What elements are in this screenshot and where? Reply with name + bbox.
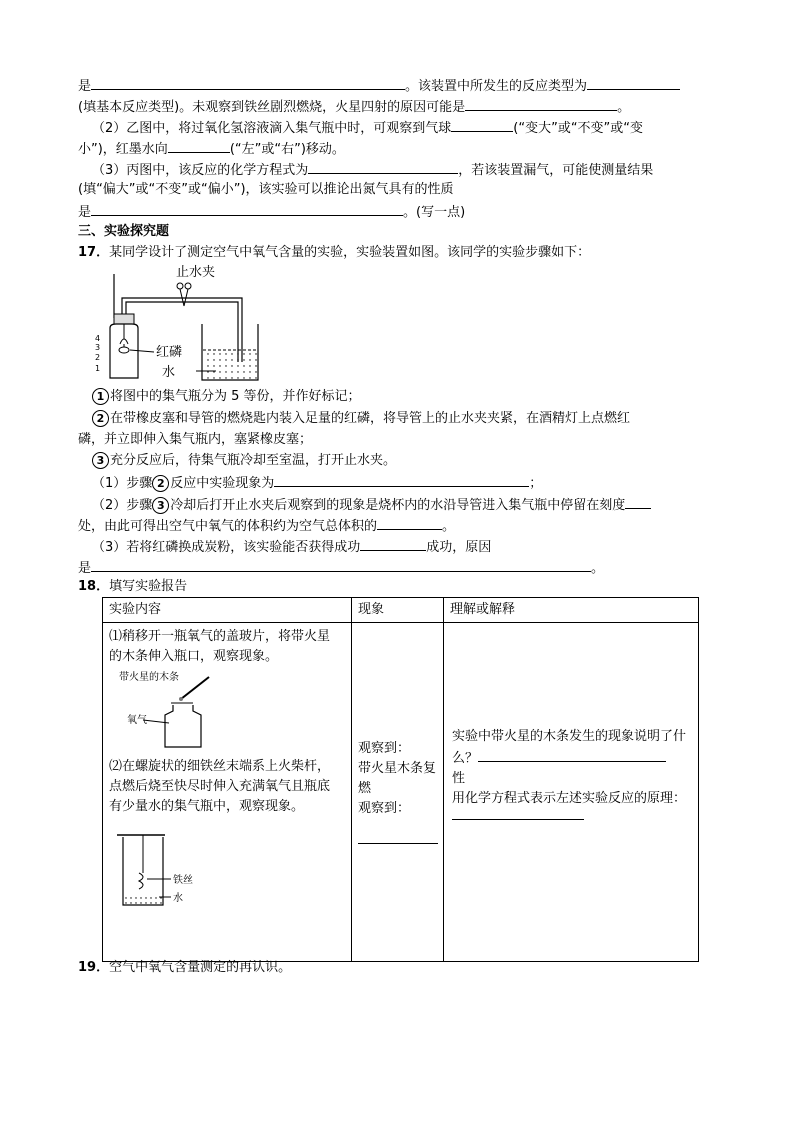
text: 是 (78, 79, 92, 94)
q17-step-1 (92, 387, 361, 407)
text: 空气中氧气含量测定的再认识。 (109, 960, 292, 975)
text: ； (529, 476, 543, 491)
text: 实验中带火星的木条发生的现象说明了什么？ (452, 729, 687, 766)
text: 是 (78, 561, 92, 576)
step-number: 2 (152, 475, 169, 492)
answer-blank[interactable] (168, 138, 230, 153)
fig-label: 氧气 (127, 715, 147, 726)
fig-label: 水 (173, 893, 183, 904)
scale-mark: 4 (95, 334, 101, 343)
q17-sub-1 (92, 472, 542, 494)
text: 。 (442, 519, 456, 534)
answer-blank[interactable] (452, 809, 584, 820)
explanation-cell (444, 623, 699, 962)
text: 填写实验报告 (109, 579, 188, 594)
text: 是 (78, 205, 92, 220)
text: 小”)，红墨水向 (78, 142, 168, 157)
section-title: 三、实验探究题 (78, 224, 170, 239)
answer-blank[interactable] (91, 557, 591, 572)
q16-line-4 (78, 138, 345, 160)
answer-blank[interactable] (91, 201, 403, 216)
fig-label: 带火星的木条 (119, 672, 179, 683)
answer-blank[interactable] (358, 825, 438, 844)
q17-step-2 (92, 409, 630, 429)
text: 性 (452, 771, 466, 786)
water-label: 水 (162, 365, 176, 380)
text: 成功，原因 (426, 540, 492, 555)
phosphorus-label: 红磷 (156, 345, 183, 360)
text: 冷却后打开止水夹后观察到的现象是烧杯内的水沿导管进入集气瓶中停留在刻度 (170, 498, 626, 513)
q17-sub-2 (92, 494, 651, 516)
q16-line-5 (92, 159, 653, 181)
text: 某同学设计了测定空气中氧气含量的实验，实验装置如图。该同学的实验步骤如下： (109, 245, 591, 260)
answer-blank[interactable] (91, 75, 405, 90)
text: (填基本反应类型)。未观察到铁丝剧烈燃烧，火星四射的原因可能是 (78, 100, 466, 115)
q16-line-7 (78, 201, 465, 223)
figure-iron-wire (109, 831, 229, 909)
table-header-row (103, 598, 699, 623)
text: （1）步骤 (92, 476, 153, 491)
q17-sub-3-cont (78, 557, 604, 579)
content-cell (103, 623, 352, 962)
q17-step-2-cont: 磷，并立即伸入集气瓶内，塞紧橡皮塞； (78, 432, 313, 447)
header-cell: 理解或解释 (444, 598, 699, 623)
header-cell: 实验内容 (103, 598, 352, 623)
text: ，若该装置漏气，可能使测量结果 (458, 163, 654, 178)
header-cell: 现象 (352, 598, 444, 623)
text: 反应中实验现象为 (170, 476, 275, 491)
content-2: ⑵在螺旋状的细铁丝末端系上火柴杆，点燃后烧至快尽时伸入充满氧气且瓶底有少量水的集气瓶中，观察现象。 (109, 759, 331, 814)
figure-glowing-splint (109, 669, 229, 751)
text: 观察到： (358, 741, 411, 756)
text: 用化学方程式表示左述实验反应的原理： (452, 791, 687, 806)
answer-blank[interactable] (274, 472, 529, 487)
text: （3）丙图中，该反应的化学方程式为 (92, 163, 309, 178)
scale-mark: 1 (95, 364, 101, 373)
answer-blank[interactable] (360, 536, 426, 551)
text: （3）若将红磷换成炭粉，该实验能否获得成功 (92, 540, 361, 555)
scale-mark: 2 (95, 353, 101, 362)
step-number: 2 (92, 410, 109, 427)
scale-mark: 3 (95, 343, 101, 352)
text: (“左”或“右”)移动。 (229, 142, 345, 157)
answer-blank[interactable] (377, 515, 442, 530)
question-number: 17． (78, 245, 110, 260)
text: 。 (591, 561, 605, 576)
answer-blank[interactable] (587, 75, 680, 90)
text: (填“偏大”或“不变”或“偏小”)，该实验可以推论出氮气具有的性质 (78, 182, 454, 197)
q16-line-1 (78, 75, 680, 97)
content-1: ⑴稍移开一瓶氧气的盖玻片，将带火星的木条伸入瓶口，观察现象。 (109, 629, 331, 664)
answer-blank[interactable] (451, 117, 513, 132)
text: 带火星木条复燃 (358, 761, 437, 796)
text: 处，由此可得出空气中氧气的体积约为空气总体积的 (78, 519, 378, 534)
table-row (103, 623, 699, 962)
q19 (78, 958, 291, 978)
text: （2）乙图中，将过氧化氢溶液滴入集气瓶中时，可观察到气球 (92, 121, 452, 136)
text: 在带橡皮塞和导管的燃烧匙内装入足量的红磷，将导管上的止水夹夹紧，在酒精灯上点燃红 (110, 411, 631, 426)
clamp-label: 止水夹 (176, 265, 216, 280)
step-number: 1 (92, 388, 109, 405)
step-number: 3 (152, 497, 169, 514)
text: 将图中的集气瓶分为 5 等份，并作好标记； (110, 389, 361, 404)
report-table (102, 597, 699, 962)
q16-line-2 (78, 96, 630, 118)
answer-blank[interactable] (465, 96, 617, 111)
text: 。该装置中所发生的反应类型为 (405, 79, 588, 94)
text: (“变大”或“不变”或“变 (513, 121, 644, 136)
question-number: 18． (78, 579, 110, 594)
answer-blank[interactable] (308, 159, 458, 174)
q17-sub-2-cont (78, 515, 455, 537)
text: （2）步骤 (92, 498, 153, 513)
text: 。 (617, 100, 631, 115)
phenomenon-cell (352, 623, 444, 962)
answer-blank[interactable] (478, 747, 666, 762)
fig-label: 铁丝 (173, 875, 193, 886)
step-number: 3 (92, 452, 109, 469)
explanation-text (452, 727, 694, 820)
q17-step-3 (92, 451, 396, 471)
q17-intro (78, 243, 590, 263)
text: 。(写一点) (403, 205, 466, 220)
q17-sub-3 (92, 536, 491, 558)
text: 充分反应后，待集气瓶冷却至室温，打开止水夹。 (110, 453, 397, 468)
q16-line-3 (92, 117, 643, 139)
phenomenon-text (358, 739, 436, 844)
text: 观察到： (358, 801, 411, 816)
question-number: 19． (78, 960, 110, 975)
answer-blank[interactable] (625, 494, 651, 509)
q16-line-6 (78, 180, 454, 200)
q18-title (78, 577, 187, 597)
apparatus-figure (92, 262, 262, 384)
